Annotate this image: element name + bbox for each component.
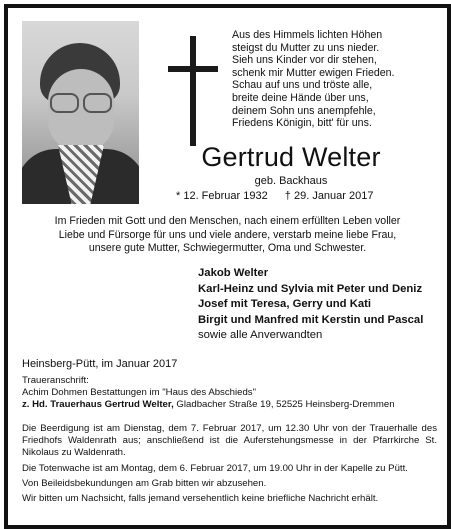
apology-text: Wir bitten um Nachsicht, falls jemand versehentlich keine briefliche Nachricht erhält. — [22, 493, 379, 505]
poem-line: steigst du Mutter zu uns nieder. — [232, 41, 380, 54]
life-dates — [176, 190, 416, 202]
address-line: Achim Dohmen Bestattungen im "Haus des Abschieds" — [22, 387, 256, 398]
mourner: Jakob Welter — [198, 267, 269, 279]
address-street: Gladbacher Straße 19, 52525 Heinsberg-Dremmen — [173, 399, 395, 410]
mourner: Karl-Heinz und Sylvia mit Peter und Deniz — [198, 282, 423, 295]
address-line — [22, 399, 437, 411]
intro-text — [22, 215, 433, 256]
poem-line: breite deine Hände über uns, — [232, 91, 369, 104]
portrait-photo — [22, 21, 139, 204]
poem-line: Sieh uns Kinder vor dir stehen, — [232, 54, 377, 67]
deceased-name: Gertrud Welter — [201, 142, 381, 172]
mourning-address — [22, 375, 437, 411]
address-heading: Traueranschrift: — [22, 375, 89, 386]
cross-icon — [168, 36, 218, 146]
obituary-notice — [4, 4, 451, 529]
poem-line: Friedens Königin, bitt' für uns. — [232, 117, 372, 130]
place-date: Heinsberg-Pütt, im Januar 2017 — [22, 358, 178, 370]
funeral-text: Die Beerdigung ist am Dienstag, dem 7. Februar 2017, um 12.30 Uhr von der Trauerhalle des Friedhofs Waldenrath aus; anschließend ist die Auferstehungsmesse in der Pfarrkirche St. Nikolaus zu Waldenrath. — [22, 423, 437, 459]
birth-date: * 12. Februar 1932 — [176, 190, 268, 202]
poem — [232, 29, 442, 130]
mourners-list — [198, 266, 438, 344]
mourner-relatives: sowie alle Anverwandten — [198, 329, 323, 342]
wake-text: Die Totenwache ist am Montag, dem 6. Februar 2017, um 19.00 Uhr in der Kapelle zu Pütt. — [22, 462, 408, 474]
funeral-info — [22, 423, 437, 508]
poem-line: Aus des Himmels lichten Höhen — [232, 29, 383, 41]
birth-name: geb. Backhaus — [254, 175, 328, 187]
condolences-text: Von Beileidsbekundungen am Grab bitten wir abzusehen. — [22, 477, 267, 489]
intro-line: unsere gute Mutter, Schwiegermutter, Oma und Schwester. — [88, 242, 367, 255]
address-recipient: z. Hd. Trauerhaus Gertrud Welter, — [22, 399, 174, 410]
death-date: † 29. Januar 2017 — [284, 190, 374, 202]
poem-line: Schau auf uns und tröste alle, — [232, 79, 373, 92]
intro-line: Liebe und Fürsorge für uns und viele andere, verstarb meine liebe Frau, — [58, 228, 397, 241]
mourner: Josef mit Teresa, Gerry und Kati — [198, 298, 372, 311]
mourner: Birgit und Manfred mit Kerstin und Pascal — [198, 313, 424, 326]
poem-line: deinem Sohn uns anempfehle, — [232, 104, 376, 117]
intro-line: Im Frieden mit Gott und den Menschen, nach einem erfüllten Leben voller — [54, 215, 401, 227]
poem-line: schenk mir Mutter ewigen Frieden. — [232, 66, 395, 79]
